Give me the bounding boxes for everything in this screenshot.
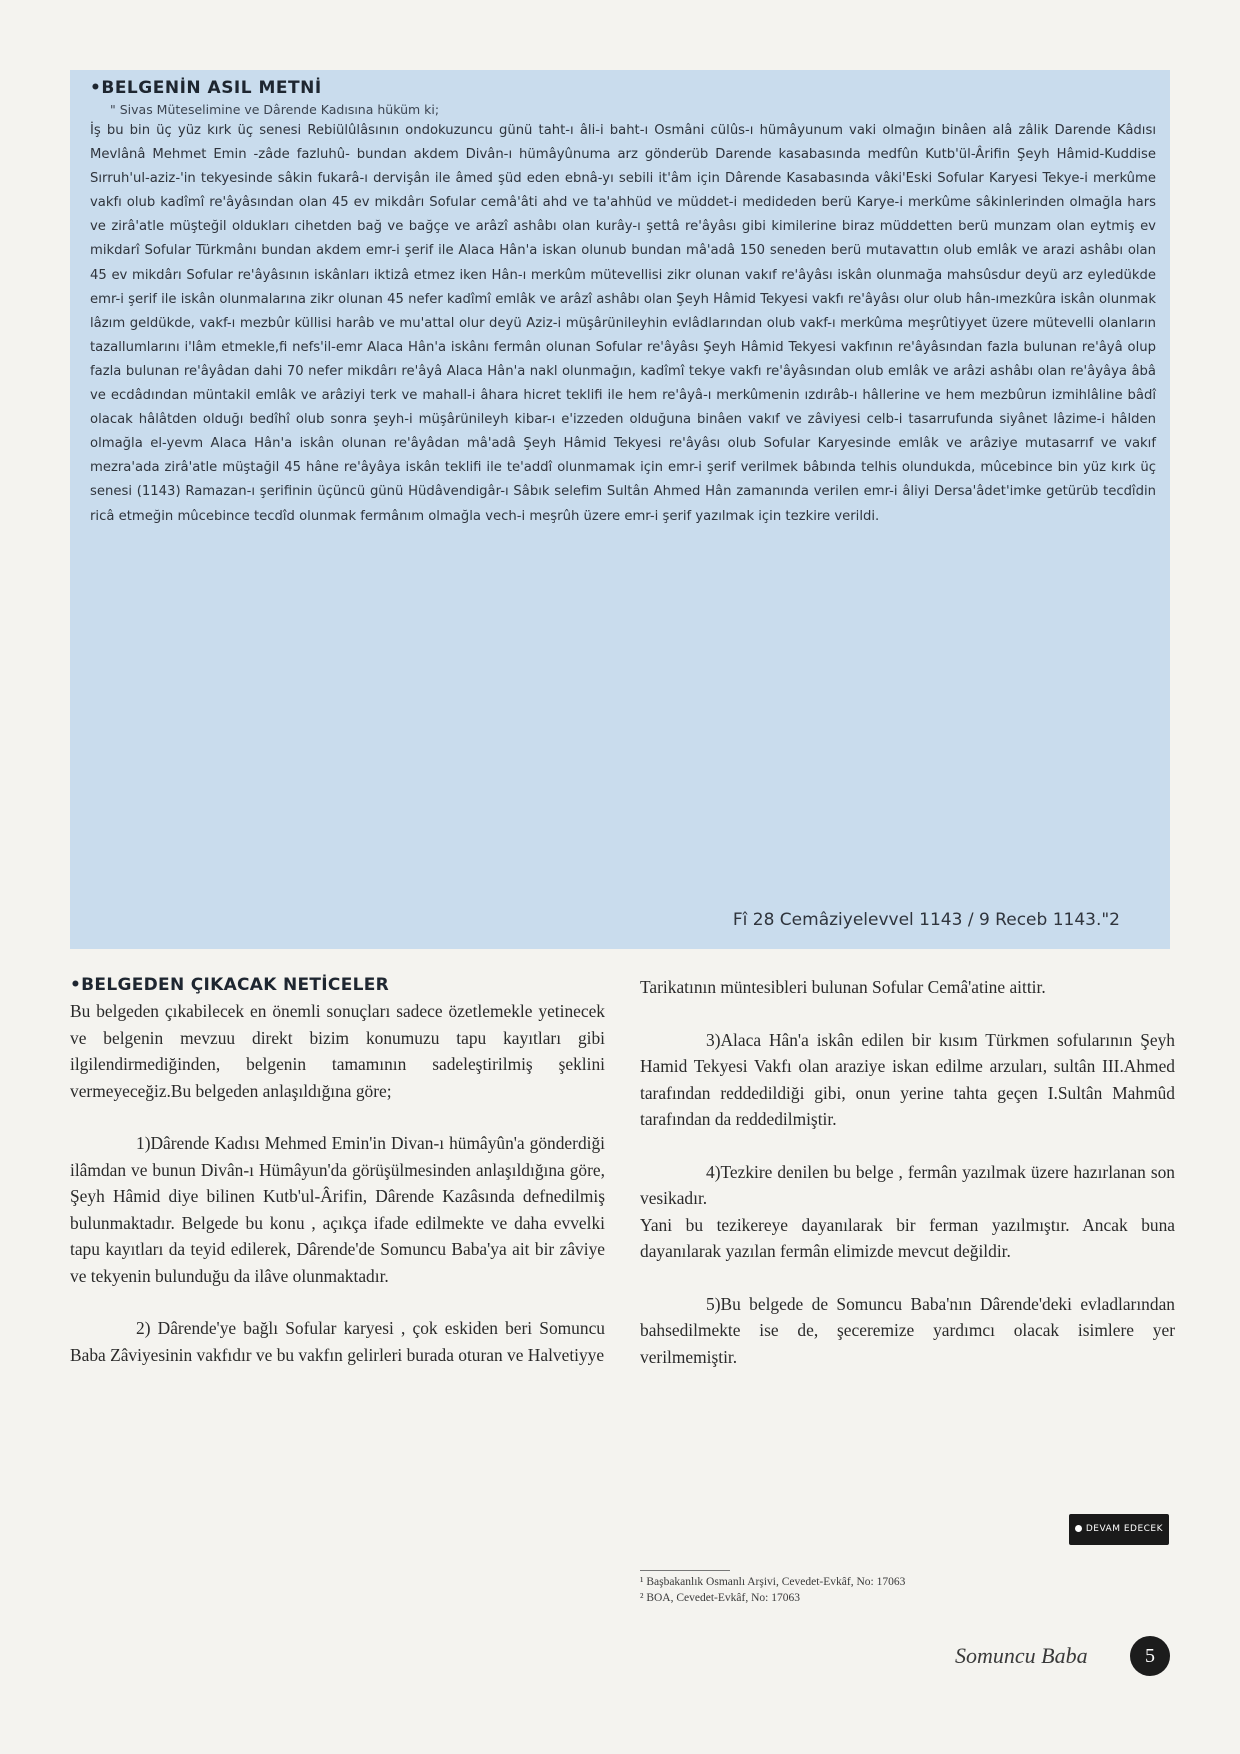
dot-icon bbox=[1075, 1525, 1082, 1532]
paragraph-2: 2) Dârende'ye bağlı Sofular karyesi , çok eskiden beri Somuncu Baba Zâviyesinin vakfıdır ve bu vakfın gelirleri burada oturan ve Halvetiyye bbox=[70, 1318, 605, 1365]
section-title: •BELGEDEN ÇIKACAK NETİCELER bbox=[70, 975, 390, 995]
continue-badge bbox=[1069, 1514, 1169, 1545]
footnote-2: ² BOA, Cevedet-Evkâf, No: 17063 bbox=[640, 1592, 800, 1604]
continue-badge-label: DEVAM EDECEK bbox=[1085, 1524, 1163, 1534]
magazine-name: Somuncu Baba bbox=[955, 1643, 1088, 1668]
paragraph-1: 1)Dârende Kadısı Mehmed Emin'in Divan-ı hümâyûn'a gönderdiği ilâmdan ve bunun Divân-ı Hümâyun'da görüşülmesinden anlaşıldığına göre, Şeyh Hâmid diye bilinen Kutb'ul-Ârifin, Dârende Kazâsında defnedilmiş bulunmaktadır. Belgede bu konu , açıkça ifade edilmekte ve daha evvelki tapu kayıtları da teyid edilerek, Dârende'de Somuncu Baba'ya ait bir zâviye ve tekyenin bulunduğu da ilâve olunmaktadır. bbox=[70, 1133, 605, 1286]
paragraph-5: 5)Bu belgede de Somuncu Baba'nın Dârende'deki evladlarından bahsedilmekte ise de, şeceremize yardımcı olacak isimlere yer verilmemiştir. bbox=[640, 1293, 1175, 1367]
document-box-date: Fî 28 Cemâziyelevvel 1143 / 9 Receb 1143."2 bbox=[732, 910, 1120, 930]
left-column bbox=[70, 974, 605, 1368]
footnotes bbox=[640, 1574, 1170, 1606]
footnote-1: ¹ Başbakanlık Osmanlı Arşivi, Cevedet-Evkâf, No: 17063 bbox=[640, 1576, 906, 1588]
paragraph-continued: Tarikatının müntesibleri bulunan Sofular Cemâ'atine aittir. bbox=[640, 977, 1046, 997]
paragraph-4: 4)Tezkire denilen bu belge , fermân yazılmak üzere hazırlanan son vesikadır. bbox=[640, 1161, 1175, 1208]
page-number: 5 bbox=[1130, 1636, 1170, 1676]
document-box-body: İş bu bin üç yüz kırk üç senesi Rebiülûlâsının ondokuzuncu günü taht-ı âli-i baht-ı Osmâni cülûs-ı hümâyunum vaki olmağın binâen alâ zâlik Darende Kâdısı Mevlânâ Mehmet Emin -zâde fazluhû- bundan akdem Divân-ı hümâyûnuma arz gönderüb Darende kasabasında medfûn Kutb'ül-Ârifin Şeyh Hâmid-Kuddise Sırruh'ul-aziz-'in tekyesinde sâkin fukarâ-ı dervişân ile âmed şüd eden ebnâ-yı sebili it'âm için Dârende Kasabasında vâki'Eski Sofular Karyesi Tekye-i merkûme vakfı olub kadîmî re'âyâsından olan 45 ev mikdârı Sofular cemâ'âti ahd ve ta'ahhüd ve müddet-i medideden berü Karye-i merkûme sâkinlerinden olmağla hars ve zirâ'atle müşteğil oldukları cihetden bağ ve bağçe ve arâzî ashâbı olan kurây-ı şettâ re'âyâsı gibi kimilerine biraz müddetten berü munzam olan eytmiş ev mikdarî Sofular Türkmânı bundan akdem emr-i şerif ile Alaca Hân'a iskan olunub bundan mâ'adâ 150 seneden berü mutavattın olub emlâk ve arazi ashâbı olan 45 ev mikdârı Sofular re'âyâsının iskânları iktizâ etmez iken Hân-ı merkûm mütevellisi zikr olunan vakıf re'âyâsı iskân olunmağa mahsûsdur deyü arz eyledükde emr-i şerif ile iskân olunmalarına zikr olunan 45 nefer kadîmî emlâk ve arâzî ashâbı olan Şeyh Hâmid Tekyesi vakfı re'âyâsı olur olub hân-ımezkûra iskân olunmak lâzım geldükde, vakf-ı mezbûr küllisi harâb ve mu'attal olur deyü Aziz-i müşârünileyhin evlâdlarından olub vakf-ı merkûma meşrûtiyyet üzere mütevelli olanların tazallumlarını i'lâm etmekle,fi nefs'il-emr Alaca Hân'a iskânı fermân olunan Sofular re'âyâsı Şeyh Hâmid Tekyesi vakfının re'âyâsından fazla bulunan re'âyâ olup fazla bulunan re'âyâdan dahi 70 nefer mikdârı re'âyâ Alaca Hân'a nakl olunmağın, kadîmî tekye vakfı re'âyâsından olub emlâk ve arâzi ashâbı olan re'âyâya âbâ ve ecdâdından müntakil emlâk ve arâziyi terk ve mahall-i âhara hicret teklifi ile hem re'âyâ-ı merkûmenin ızdırâb-ı hâllerine ve hem mezbûrun izmihlâline bâdî olacak hâlâtden olduğı bedîhî olub sonra şeyh-i müşârünileyh kibar-ı e'izzeden olduğuna binâen vakıf ve zâviyesi celb-i tasarrufunda siyânet lâzime-i hâlden olmağla el-yevm Alaca Hân'a iskân olunan re'âyâdan mâ'adâ Şeyh Hâmid Tekyesi re'âyâsı olub Sofular Karyesinde emlâk ve arâziye mutasarrıf ve vakıf mezra'ada zirâ'atle müştağil 45 hâne re'âyâya iskân teklifi ile te'addî olunmamak için emr-i şerif verilmek bâbında telhis olundukda, mûcebince bin yüz kırk üç senesi (1143) Ramazan-ı şerifinin üçüncü günü Hüdâvendigâr-ı Sâbık selefim Sultân Ahmed Hân zamanında verilen emr-i âliyi Dersa'âdet'imke getürüb tecdîdin ricâ etmeğin mûcebince tecdîd olunmak fermânım olmağla vech-i meşrûh üzere emr-i şerif yazılmak için tezkire verildi. bbox=[90, 123, 1156, 524]
document-text-box bbox=[70, 70, 1170, 949]
document-box-title: •BELGENİN ASIL METNİ bbox=[90, 78, 322, 98]
document-box-intro: " Sivas Müteselimine ve Dârende Kadısına hüküm ki; bbox=[110, 102, 440, 117]
paragraph-3: 3)Alaca Hân'a iskân edilen bir kısım Türkmen sofularının Şeyh Hamid Tekyesi Vakfı olan araziye iskan edilme arzuları, sultân III.Ahmed tarafından reddedildiği gibi, onun yerine tahta geçen I.Sultân Mahmûd tarafından da reddedilmiştir. bbox=[640, 1029, 1175, 1129]
paragraph-intro: Bu belgeden çıkabilecek en önemli sonuçları sadece özetlemekle yetinecek ve belgenin mevzuu direkt bizim konumuzu tapu kayıtları gibi ilgilendirmediğinden, belgenin tamamının sadeleştirilmiş şeklini vermeyeceğiz.Bu belgeden anlaşıldığına göre; bbox=[70, 1001, 605, 1101]
right-column bbox=[640, 974, 1175, 1534]
paragraph-4-continued: Yani bu tezikereye dayanılarak bir ferman yazılmıştır. Ancak buna dayanılarak yazılan fermân elimizde mevcut değildir. bbox=[640, 1214, 1175, 1261]
footnote-divider bbox=[640, 1570, 730, 1571]
